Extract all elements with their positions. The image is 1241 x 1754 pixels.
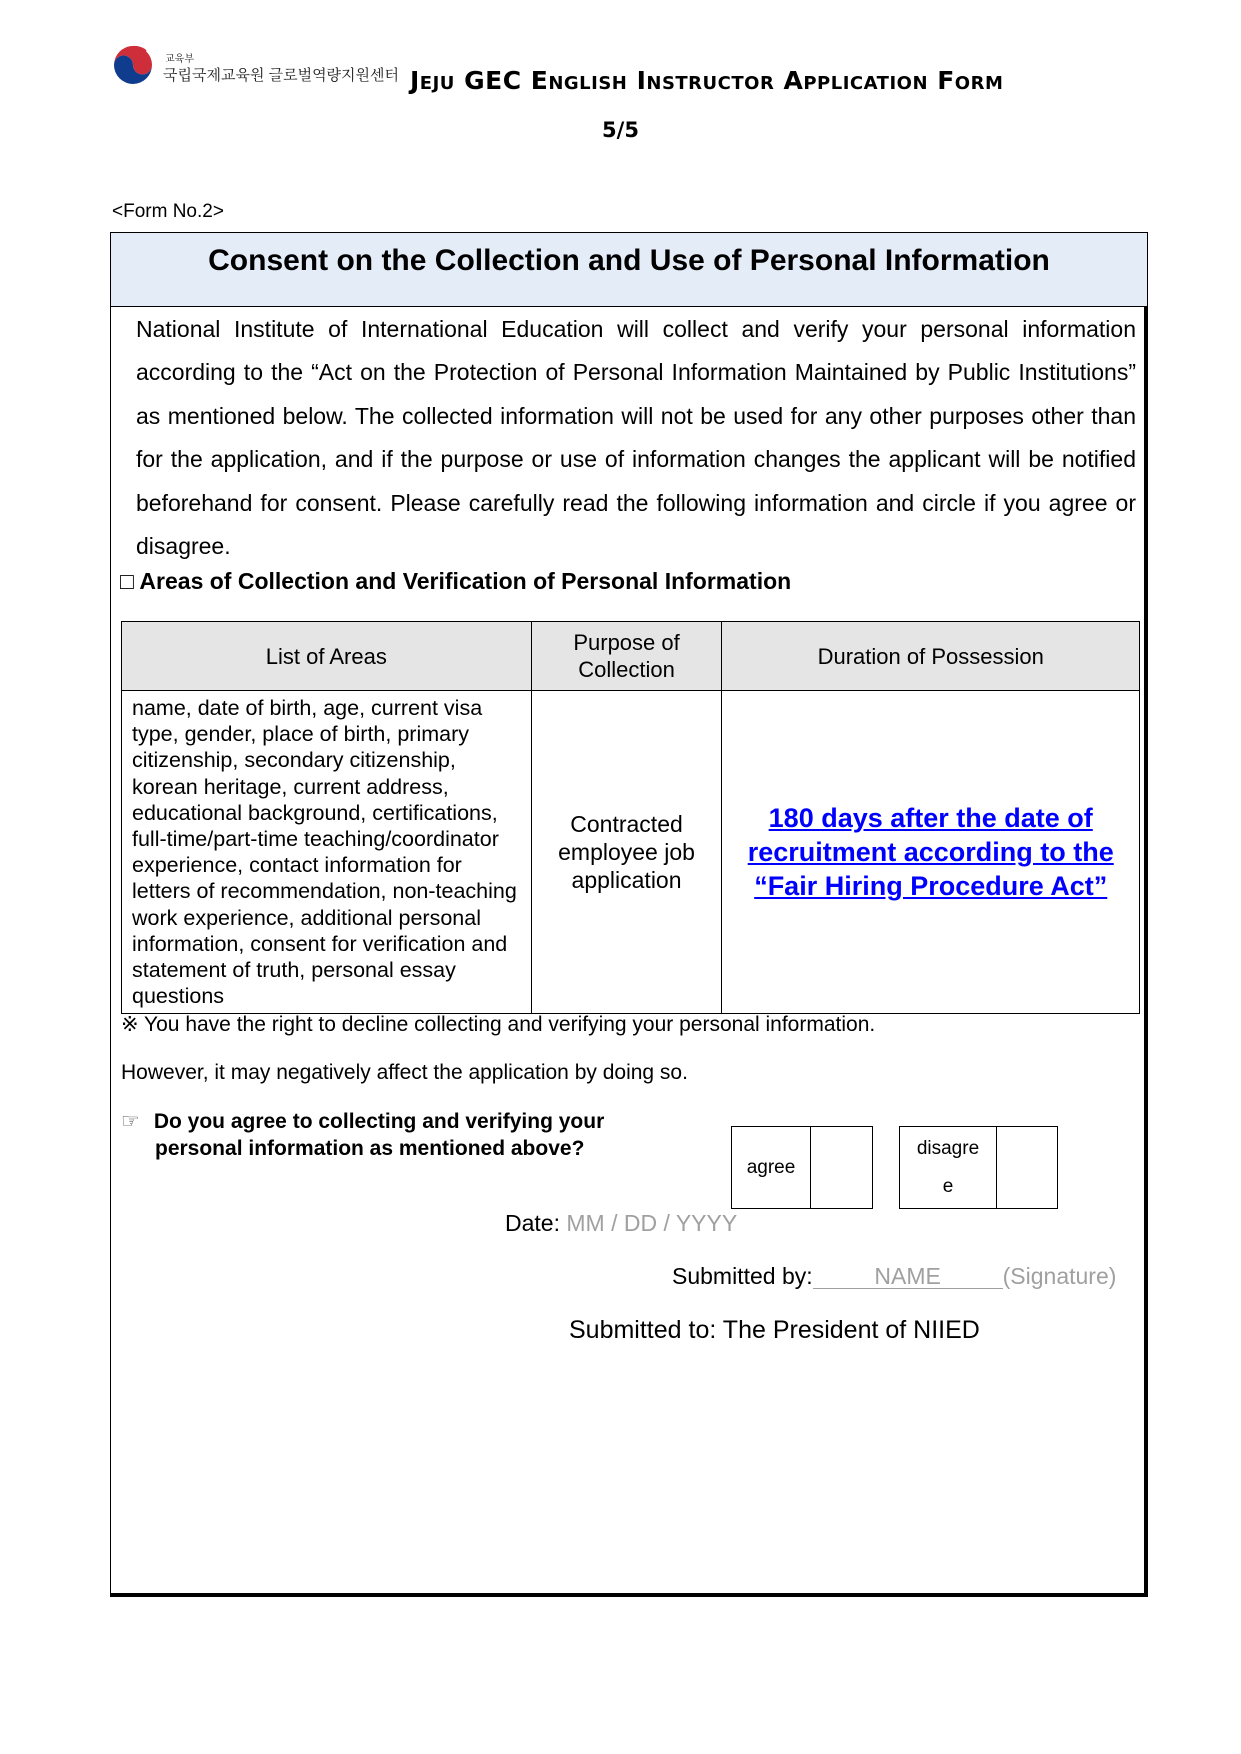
- table-row: [122, 691, 1140, 1014]
- note-consequence: However, it may negatively affect the application by doing so.: [121, 1061, 688, 1084]
- submitted-by-line: [672, 1263, 1116, 1290]
- table-header-row: [122, 622, 1140, 691]
- header-list-of-areas: List of Areas: [122, 622, 532, 691]
- consent-question-line2: personal information as mentioned above?: [155, 1137, 585, 1160]
- pointing-hand-icon: ☞: [121, 1110, 140, 1133]
- submitted-by-label: Submitted by:: [672, 1263, 813, 1289]
- submitted-to: Submitted to: The President of NIIED: [569, 1316, 980, 1344]
- date-label: Date:: [505, 1210, 560, 1236]
- disagree-label-line2: e: [942, 1175, 954, 1197]
- purpose-cell: Contracted employee job application: [531, 691, 722, 1014]
- date-line: [505, 1210, 737, 1237]
- areas-table: [121, 621, 1140, 1014]
- disagree-option[interactable]: [899, 1126, 1058, 1209]
- page-indicator: 5/5: [602, 118, 639, 142]
- agree-option[interactable]: [731, 1126, 873, 1209]
- name-field[interactable]: NAME: [813, 1264, 1003, 1289]
- document-title: Jeju GEC English Instructor Application Form: [410, 66, 1004, 95]
- intro-paragraph-text: National Institute of International Education will collect and verify your personal information according to the “Act on the Protection of Personal Information Maintained by Public Institutions” as mentioned below. The collected information will not be used for any other purposes other than for the application, and if the purpose or use of information changes the applicant will be notified beforehand for consent. Please carefully read the following information and circle if you agree or disagree.: [136, 316, 1136, 560]
- duration-cell: [722, 691, 1140, 1014]
- consent-question: [121, 1108, 715, 1162]
- korea-taegeuk-logo-icon: [110, 42, 156, 88]
- date-field[interactable]: MM / DD / YYYY: [566, 1210, 738, 1236]
- disagree-label-line1: disagre: [916, 1137, 980, 1159]
- institute-label: 국립국제교육원 글로벌역량지원센터: [163, 67, 400, 84]
- areas-cell: name, date of birth, age, current visa type, gender, place of birth, primary citizenship, secondary citizenship, korean heritage, current address, educational background, certifications, full-time/part-time teaching/coordinator experience, contact information for letters of recommendation, non-teaching work experience, additional personal information, consent for verification and statement of truth, personal essay questions: [122, 691, 532, 1014]
- ministry-label: 교육부: [165, 54, 194, 65]
- disagree-mark-box[interactable]: [997, 1127, 1057, 1208]
- disagree-label: [900, 1127, 997, 1208]
- form-title: Consent on the Collection and Use of Personal Information: [208, 244, 1050, 277]
- consent-question-line1: Do you agree to collecting and verifying your: [153, 1110, 605, 1133]
- header-purpose: Purpose of Collection: [531, 622, 722, 691]
- section-heading: □ Areas of Collection and Verification of Personal Information: [120, 568, 792, 594]
- note-right-to-decline: ※ You have the right to decline collecting and verifying your personal information.: [121, 1013, 876, 1036]
- agree-mark-box[interactable]: [811, 1127, 872, 1208]
- header-duration: Duration of Possession: [722, 622, 1140, 691]
- agree-label: agree: [732, 1127, 811, 1208]
- form-number: <Form No.2>: [112, 201, 224, 222]
- intro-paragraph: [128, 308, 1136, 568]
- signature-label: (Signature): [1002, 1263, 1117, 1289]
- duration-link[interactable]: 180 days after the date of recruitment according to the “Fair Hiring Procedure Act”: [747, 803, 1114, 902]
